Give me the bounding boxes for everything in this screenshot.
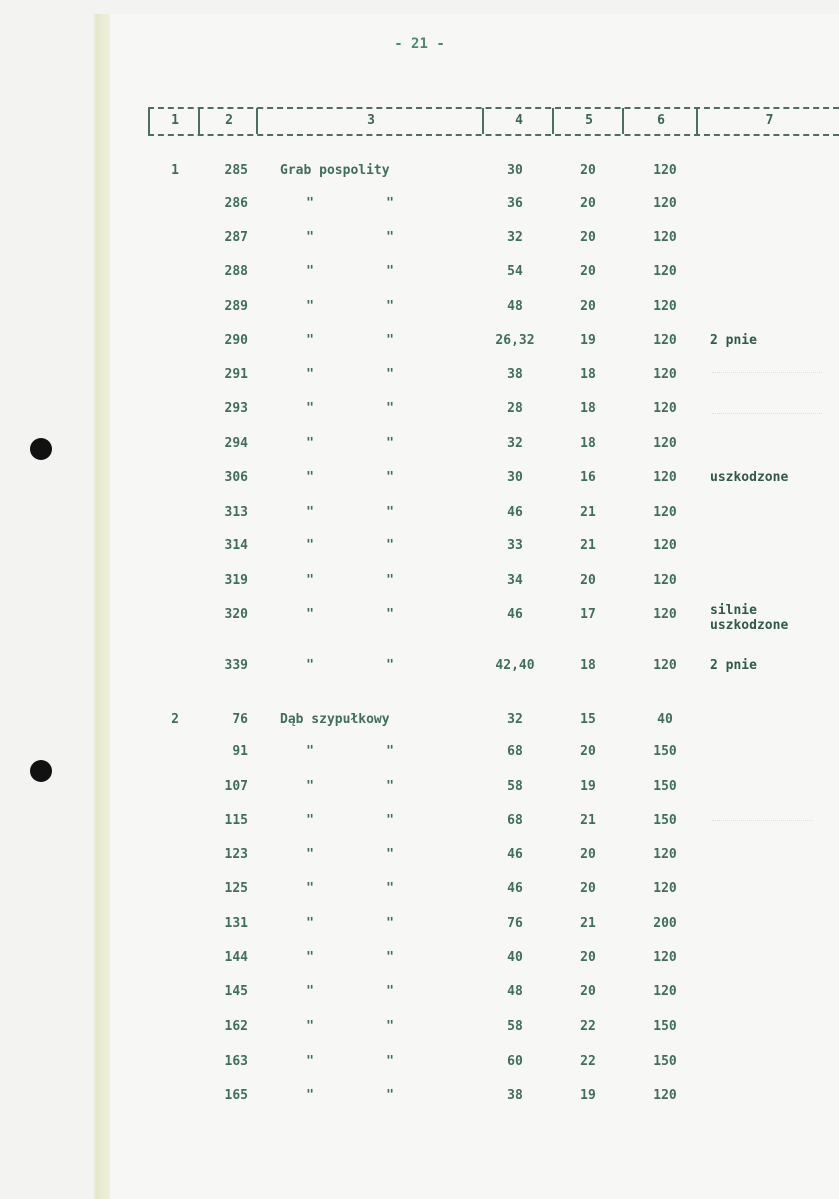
row-species: Grab pospolity bbox=[280, 163, 390, 178]
ditto-mark: " bbox=[386, 1054, 394, 1069]
bleed-through-mark bbox=[712, 790, 812, 821]
table-row bbox=[0, 196, 839, 216]
row-number: 289 bbox=[224, 299, 248, 314]
row-number: 163 bbox=[224, 1054, 248, 1069]
row-col-6: 120 bbox=[653, 470, 677, 485]
row-col-4: 38 bbox=[507, 1088, 523, 1103]
ditto-mark: " bbox=[386, 607, 394, 622]
ditto-mark: " bbox=[306, 538, 314, 553]
ditto-mark: " bbox=[386, 333, 394, 348]
table-row bbox=[0, 470, 839, 490]
row-col-4: 48 bbox=[507, 984, 523, 999]
row-number: 320 bbox=[224, 607, 248, 622]
row-col-4: 68 bbox=[507, 813, 523, 828]
ditto-mark: " bbox=[386, 538, 394, 553]
ditto-mark: " bbox=[306, 367, 314, 382]
row-col-5: 20 bbox=[580, 881, 596, 896]
ditto-mark: " bbox=[386, 658, 394, 673]
row-col-6: 150 bbox=[653, 813, 677, 828]
row-col-6: 120 bbox=[653, 436, 677, 451]
row-col-5: 20 bbox=[580, 196, 596, 211]
row-col-5: 21 bbox=[580, 538, 596, 553]
ditto-mark: " bbox=[386, 847, 394, 862]
ditto-mark: " bbox=[306, 984, 314, 999]
row-col-4: 58 bbox=[507, 1019, 523, 1034]
row-number: 314 bbox=[224, 538, 248, 553]
row-col-6: 120 bbox=[653, 538, 677, 553]
ditto-mark: " bbox=[386, 367, 394, 382]
row-col-4: 34 bbox=[507, 573, 523, 588]
row-col-6: 150 bbox=[653, 744, 677, 759]
row-number: 165 bbox=[224, 1088, 248, 1103]
row-col-4: 46 bbox=[507, 847, 523, 862]
table-row bbox=[0, 264, 839, 284]
table-row bbox=[0, 538, 839, 558]
row-number: 76 bbox=[232, 712, 248, 727]
row-number: 91 bbox=[232, 744, 248, 759]
row-col-4: 30 bbox=[507, 163, 523, 178]
ditto-mark: " bbox=[386, 299, 394, 314]
ditto-mark: " bbox=[306, 881, 314, 896]
row-col-5: 20 bbox=[580, 984, 596, 999]
header-col-3: 3 bbox=[256, 108, 484, 134]
table-row bbox=[0, 299, 839, 319]
row-col-6: 40 bbox=[657, 712, 673, 727]
row-col-4: 26,32 bbox=[495, 333, 535, 348]
row-col-6: 120 bbox=[653, 881, 677, 896]
row-col-4: 48 bbox=[507, 299, 523, 314]
ditto-mark: " bbox=[386, 984, 394, 999]
ditto-mark: " bbox=[306, 264, 314, 279]
row-number: 339 bbox=[224, 658, 248, 673]
ditto-mark: " bbox=[386, 505, 394, 520]
ditto-mark: " bbox=[386, 950, 394, 965]
bleed-through-mark bbox=[712, 372, 822, 414]
row-col-4: 36 bbox=[507, 196, 523, 211]
row-col-6: 120 bbox=[653, 163, 677, 178]
ditto-mark: " bbox=[306, 470, 314, 485]
table-row bbox=[0, 230, 839, 250]
row-col-6: 120 bbox=[653, 333, 677, 348]
row-col-4: 60 bbox=[507, 1054, 523, 1069]
row-col-4: 32 bbox=[507, 230, 523, 245]
table-header bbox=[148, 113, 839, 136]
row-col-4: 28 bbox=[507, 401, 523, 416]
row-col-5: 22 bbox=[580, 1019, 596, 1034]
ditto-mark: " bbox=[386, 881, 394, 896]
row-number: 294 bbox=[224, 436, 248, 451]
row-col-6: 120 bbox=[653, 264, 677, 279]
table-row bbox=[0, 881, 839, 901]
row-lp: 2 bbox=[171, 712, 179, 727]
table-row bbox=[0, 1088, 839, 1108]
row-col-4: 68 bbox=[507, 744, 523, 759]
row-col-5: 20 bbox=[580, 573, 596, 588]
table-row bbox=[0, 1054, 839, 1074]
row-col-4: 54 bbox=[507, 264, 523, 279]
row-col-4: 46 bbox=[507, 881, 523, 896]
ditto-mark: " bbox=[386, 813, 394, 828]
row-note: 2 pnie bbox=[710, 658, 757, 673]
row-col-4: 32 bbox=[507, 436, 523, 451]
row-number: 286 bbox=[224, 196, 248, 211]
row-col-4: 42,40 bbox=[495, 658, 535, 673]
row-lp: 1 bbox=[171, 163, 179, 178]
row-number: 291 bbox=[224, 367, 248, 382]
row-col-5: 18 bbox=[580, 367, 596, 382]
ditto-mark: " bbox=[306, 1054, 314, 1069]
row-number: 123 bbox=[224, 847, 248, 862]
ditto-mark: " bbox=[306, 950, 314, 965]
row-number: 107 bbox=[224, 779, 248, 794]
row-col-5: 20 bbox=[580, 163, 596, 178]
table-row bbox=[0, 505, 839, 525]
table-row bbox=[0, 603, 839, 633]
header-col-6: 6 bbox=[622, 108, 698, 134]
header-col-1: 1 bbox=[148, 108, 200, 134]
row-col-5: 19 bbox=[580, 1088, 596, 1103]
row-col-6: 120 bbox=[653, 505, 677, 520]
ditto-mark: " bbox=[386, 1019, 394, 1034]
row-col-6: 120 bbox=[653, 950, 677, 965]
ditto-mark: " bbox=[306, 333, 314, 348]
ditto-mark: " bbox=[306, 436, 314, 451]
row-col-4: 38 bbox=[507, 367, 523, 382]
row-col-5: 20 bbox=[580, 264, 596, 279]
row-col-4: 32 bbox=[507, 712, 523, 727]
table-row bbox=[0, 984, 839, 1004]
ditto-mark: " bbox=[306, 1088, 314, 1103]
table-row bbox=[0, 916, 839, 936]
ditto-mark: " bbox=[306, 607, 314, 622]
row-col-5: 20 bbox=[580, 230, 596, 245]
ditto-mark: " bbox=[386, 779, 394, 794]
ditto-mark: " bbox=[386, 916, 394, 931]
ditto-mark: " bbox=[386, 1088, 394, 1103]
row-col-6: 120 bbox=[653, 1088, 677, 1103]
row-number: 285 bbox=[224, 163, 248, 178]
row-number: 290 bbox=[224, 333, 248, 348]
header-col-2: 2 bbox=[198, 108, 258, 134]
row-col-6: 120 bbox=[653, 230, 677, 245]
row-number: 288 bbox=[224, 264, 248, 279]
row-col-6: 120 bbox=[653, 847, 677, 862]
table-row bbox=[0, 436, 839, 456]
row-col-4: 76 bbox=[507, 916, 523, 931]
row-col-6: 120 bbox=[653, 367, 677, 382]
row-number: 287 bbox=[224, 230, 248, 245]
row-col-6: 150 bbox=[653, 1054, 677, 1069]
row-col-4: 40 bbox=[507, 950, 523, 965]
row-number: 115 bbox=[224, 813, 248, 828]
ditto-mark: " bbox=[386, 470, 394, 485]
ditto-mark: " bbox=[386, 436, 394, 451]
row-col-4: 33 bbox=[507, 538, 523, 553]
row-col-5: 20 bbox=[580, 847, 596, 862]
row-col-6: 120 bbox=[653, 658, 677, 673]
ditto-mark: " bbox=[386, 744, 394, 759]
row-col-6: 120 bbox=[653, 196, 677, 211]
ditto-mark: " bbox=[386, 264, 394, 279]
ditto-mark: " bbox=[306, 779, 314, 794]
row-col-6: 150 bbox=[653, 779, 677, 794]
row-col-4: 58 bbox=[507, 779, 523, 794]
ditto-mark: " bbox=[306, 196, 314, 211]
header-bottom-rule bbox=[148, 134, 839, 136]
row-col-5: 21 bbox=[580, 505, 596, 520]
table-row bbox=[0, 333, 839, 353]
table-row bbox=[0, 712, 839, 732]
ditto-mark: " bbox=[306, 505, 314, 520]
row-col-4: 46 bbox=[507, 505, 523, 520]
row-col-4: 30 bbox=[507, 470, 523, 485]
ditto-mark: " bbox=[306, 1019, 314, 1034]
row-col-5: 15 bbox=[580, 712, 596, 727]
ditto-mark: " bbox=[306, 299, 314, 314]
ditto-mark: " bbox=[386, 573, 394, 588]
table-row bbox=[0, 950, 839, 970]
ditto-mark: " bbox=[306, 744, 314, 759]
row-number: 145 bbox=[224, 984, 248, 999]
row-col-6: 120 bbox=[653, 299, 677, 314]
row-col-6: 120 bbox=[653, 401, 677, 416]
ditto-mark: " bbox=[386, 230, 394, 245]
row-number: 306 bbox=[224, 470, 248, 485]
row-species: Dąb szypułkowy bbox=[280, 712, 390, 727]
row-number: 162 bbox=[224, 1019, 248, 1034]
row-number: 131 bbox=[224, 916, 248, 931]
header-col-7: 7 bbox=[696, 108, 839, 134]
row-col-6: 150 bbox=[653, 1019, 677, 1034]
row-col-5: 21 bbox=[580, 916, 596, 931]
row-number: 293 bbox=[224, 401, 248, 416]
header-col-5: 5 bbox=[552, 108, 624, 134]
ditto-mark: " bbox=[306, 230, 314, 245]
row-col-4: 46 bbox=[507, 607, 523, 622]
row-number: 125 bbox=[224, 881, 248, 896]
row-number: 319 bbox=[224, 573, 248, 588]
row-number: 313 bbox=[224, 505, 248, 520]
row-col-5: 18 bbox=[580, 401, 596, 416]
page-number: - 21 - bbox=[394, 36, 445, 52]
ditto-mark: " bbox=[386, 196, 394, 211]
table-row bbox=[0, 847, 839, 867]
row-col-6: 120 bbox=[653, 573, 677, 588]
row-col-5: 16 bbox=[580, 470, 596, 485]
row-col-6: 120 bbox=[653, 984, 677, 999]
row-col-5: 17 bbox=[580, 607, 596, 622]
row-note: 2 pnie bbox=[710, 333, 757, 348]
row-col-5: 18 bbox=[580, 436, 596, 451]
row-col-5: 20 bbox=[580, 744, 596, 759]
table-row bbox=[0, 744, 839, 764]
row-col-5: 19 bbox=[580, 333, 596, 348]
table-row bbox=[0, 658, 839, 678]
row-number: 144 bbox=[224, 950, 248, 965]
ditto-mark: " bbox=[306, 847, 314, 862]
row-note: uszkodzone bbox=[710, 470, 789, 485]
table-row bbox=[0, 573, 839, 593]
row-col-5: 22 bbox=[580, 1054, 596, 1069]
table-row bbox=[0, 163, 839, 183]
row-col-6: 120 bbox=[653, 607, 677, 622]
ditto-mark: " bbox=[306, 658, 314, 673]
header-col-4: 4 bbox=[482, 108, 554, 134]
row-col-5: 20 bbox=[580, 299, 596, 314]
row-col-6: 200 bbox=[653, 916, 677, 931]
ditto-mark: " bbox=[386, 401, 394, 416]
row-col-5: 19 bbox=[580, 779, 596, 794]
row-col-5: 20 bbox=[580, 950, 596, 965]
row-note: silnie uszkodzone bbox=[710, 603, 789, 633]
row-col-5: 21 bbox=[580, 813, 596, 828]
ditto-mark: " bbox=[306, 573, 314, 588]
ditto-mark: " bbox=[306, 916, 314, 931]
ditto-mark: " bbox=[306, 401, 314, 416]
row-col-5: 18 bbox=[580, 658, 596, 673]
table-row bbox=[0, 1019, 839, 1039]
ditto-mark: " bbox=[306, 813, 314, 828]
